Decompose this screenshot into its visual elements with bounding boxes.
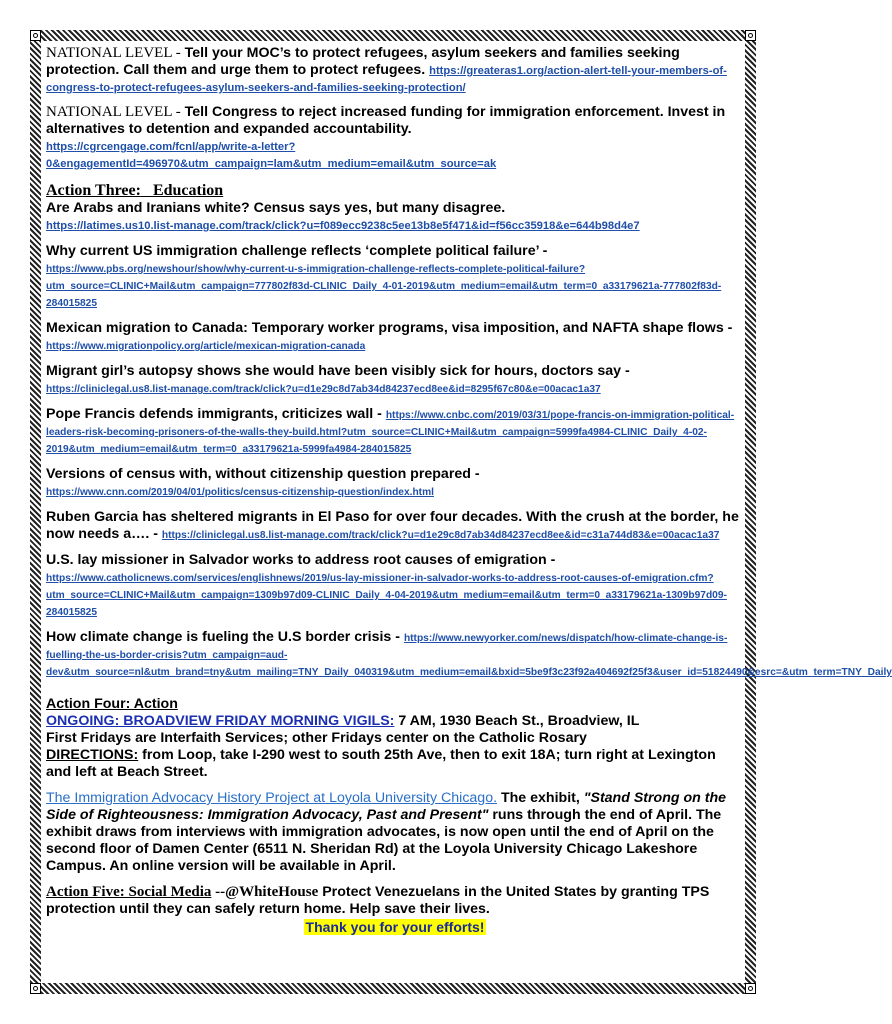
- news-item: [46, 509, 744, 543]
- news-item: [46, 629, 892, 680]
- national-level-label: NATIONAL LEVEL -: [46, 45, 181, 61]
- news-item-text: How climate change is fueling the U.S border crisis -: [46, 629, 404, 645]
- national-level-text: Tell Congress to reject increased funding for immigration enforcement. Invest in alternatives to detention and expanded accountability.: [46, 104, 726, 137]
- loyola-project-link[interactable]: The Immigration Advocacy History Project at Loyola University Chicago.: [46, 790, 498, 806]
- border-corner-ornament: [745, 983, 756, 994]
- exhibit-details: runs through the end of April. The exhibit draws from interviews with immigration advocates, is now open until the end of April on the second floor of Damen Center (6511 N. Sheridan Rd) at the Loyola University Chicago Lakeshore Campus. An online version will be available in April.: [46, 807, 722, 874]
- action-five-text: Protect Venezuelans in the United States by granting TPS protection until they can safely return home. Help save their lives.: [46, 884, 710, 917]
- national-level-refugees: [46, 45, 744, 96]
- newsletter-content: [46, 45, 892, 937]
- action-five-section: [46, 884, 744, 918]
- vigils-link[interactable]: ONGOING: BROADVIEW FRIDAY MORNING VIGILS:: [46, 713, 395, 729]
- news-item-text: Migrant girl’s autopsy shows she would have been visibly sick for hours, doctors say -: [46, 363, 630, 379]
- news-item-text: U.S. lay missioner in Salvador works to address root causes of emigration -: [46, 552, 556, 568]
- news-item: [46, 406, 744, 457]
- fcnl-write-letter-link[interactable]: https://cgrcengage.com/fcnl/app/write-a-letter?0&engagementId=496970&utm_campaign=lam&utm_medium=email&utm_source=ak: [46, 141, 497, 170]
- news-item-link[interactable]: https://cliniclegal.us8.list-manage.com/track/click?u=d1e29c8d7ab34d84237ecd8ee&id=c31a744d83&e=00acac1a37: [161, 530, 720, 541]
- news-item: [46, 466, 744, 500]
- action-three-title: Education: [152, 182, 224, 199]
- news-item-text: Mexican migration to Canada: Temporary worker programs, visa imposition, and NAFTA shape flows -: [46, 320, 733, 336]
- action-three-heading: [46, 182, 744, 200]
- news-item-link[interactable]: https://www.cnbc.com/2019/03/31/pope-francis-on-immigration-political-leaders-risk-becoming-prisoners-of-the-walls-they-build.html?utm_source=CLINIC+Mail&utm_campaign=5999fa4984-CLINIC_Daily_4-02-2019&utm_medium=email&utm_term=0_a33179621a-5999fa4984-284015825: [46, 410, 735, 455]
- news-item: [46, 320, 744, 354]
- whitehouse-handle: --@WhiteHouse: [211, 884, 319, 900]
- news-item-text: Versions of census with, without citizenship question prepared -: [46, 466, 480, 482]
- news-item-link[interactable]: https://www.newyorker.com/news/dispatch/how-climate-change-is-fuelling-the-us-border-crisis?utm_campaign=aud-dev&utm_source=nl&utm_brand=tny&utm_mailing=TNY_Daily_040319&utm_medium=email&bxid=5be9f3c23f92a404692f25f3&user_id=51824490&esrc=&utm_term=TNY_Daily: [46, 633, 892, 678]
- greateras-link[interactable]: https://greateras1.org/action-alert-tell-your-members-of-congress-to-protect-refugees-asylum-seekers-and-families-seeking-protection/: [46, 65, 727, 94]
- news-item: [46, 200, 744, 234]
- national-level-funding: [46, 104, 744, 172]
- exhibit-title: "Stand Strong on the Side of Righteousness: Immigration Advocacy, Past and Present": [46, 790, 727, 823]
- news-item: [46, 363, 744, 397]
- action-four-heading: Action Four: Action: [46, 696, 178, 712]
- border-corner-ornament: [30, 30, 41, 41]
- directions: [46, 747, 744, 781]
- action-four-section: [46, 696, 744, 875]
- thanks-line: [46, 919, 744, 937]
- news-item: [46, 243, 744, 311]
- news-item-text: Pope Francis defends immigrants, criticizes wall -: [46, 406, 386, 422]
- news-item-link[interactable]: https://www.cnn.com/2019/04/01/politics/census-citizenship-question/index.html: [46, 487, 434, 498]
- action-five-heading: Action Five: Social Media: [46, 884, 212, 900]
- news-item-text: Ruben Garcia has sheltered migrants in El Paso for over four decades. With the crush at the border, he now needs a…. -: [46, 509, 739, 542]
- national-level-text: Tell your MOC’s to protect refugees, asylum seekers and families seeking protection. Call them and urge them to protect refugees.: [46, 45, 680, 78]
- news-item-link[interactable]: https://cliniclegal.us8.list-manage.com/track/click?u=d1e29c8d7ab34d84237ecd8ee&id=8295f67c80&e=00acac1a37: [46, 384, 601, 395]
- national-level-label: NATIONAL LEVEL -: [46, 104, 181, 120]
- exhibit-intro: The exhibit,: [497, 790, 584, 806]
- thank-you-note: Thank you for your efforts!: [305, 919, 485, 935]
- loyola-exhibit: [46, 790, 744, 875]
- vigils-time-location: 7 AM, 1930 Beach St., Broadview, IL: [394, 713, 640, 729]
- news-item-link[interactable]: https://latimes.us10.list-manage.com/track/click?u=f089ecc9238c5ee13b8e5f471&id=f56cc35918&e=644b98d4e7: [46, 220, 640, 232]
- news-item-link[interactable]: https://www.migrationpolicy.org/article/mexican-migration-canada: [46, 341, 366, 352]
- news-item-text: Are Arabs and Iranians white? Census says yes, but many disagree.: [46, 200, 506, 216]
- vigils-services-note: First Fridays are Interfaith Services; other Fridays center on the Catholic Rosary: [46, 730, 587, 746]
- directions-label: DIRECTIONS:: [46, 747, 139, 763]
- news-item: [46, 552, 744, 620]
- directions-text: from Loop, take I-290 west to south 25th Ave, then to exit 18A; turn right at Lexington and left at Beach Street.: [46, 747, 716, 780]
- news-item-link[interactable]: https://www.pbs.org/newshour/show/why-current-u-s-immigration-challenge-reflects-complete-political-failure?utm_source=CLINIC+Mail&utm_campaign=777802f83d-CLINIC_Daily_4-01-2019&utm_medium=email&utm_term=0_a33179621a-777802f83d-284015825: [46, 264, 722, 309]
- news-item-link[interactable]: https://www.catholicnews.com/services/englishnews/2019/us-lay-missioner-in-salvador-works-to-address-root-causes-of-emigration.cfm?utm_source=CLINIC+Mail&utm_campaign=1309b97d09-CLINIC_Daily_4-04-2019&utm_medium=email&utm_term=0_a33179621a-1309b97d09-284015825: [46, 573, 727, 618]
- news-item-text: Why current US immigration challenge reflects ‘complete political failure’ -: [46, 243, 548, 259]
- action-three-label: Action Three:: [46, 182, 141, 199]
- action-three-section: [46, 182, 892, 680]
- vigils-line: [46, 713, 744, 730]
- border-corner-ornament: [745, 30, 756, 41]
- border-corner-ornament: [30, 983, 41, 994]
